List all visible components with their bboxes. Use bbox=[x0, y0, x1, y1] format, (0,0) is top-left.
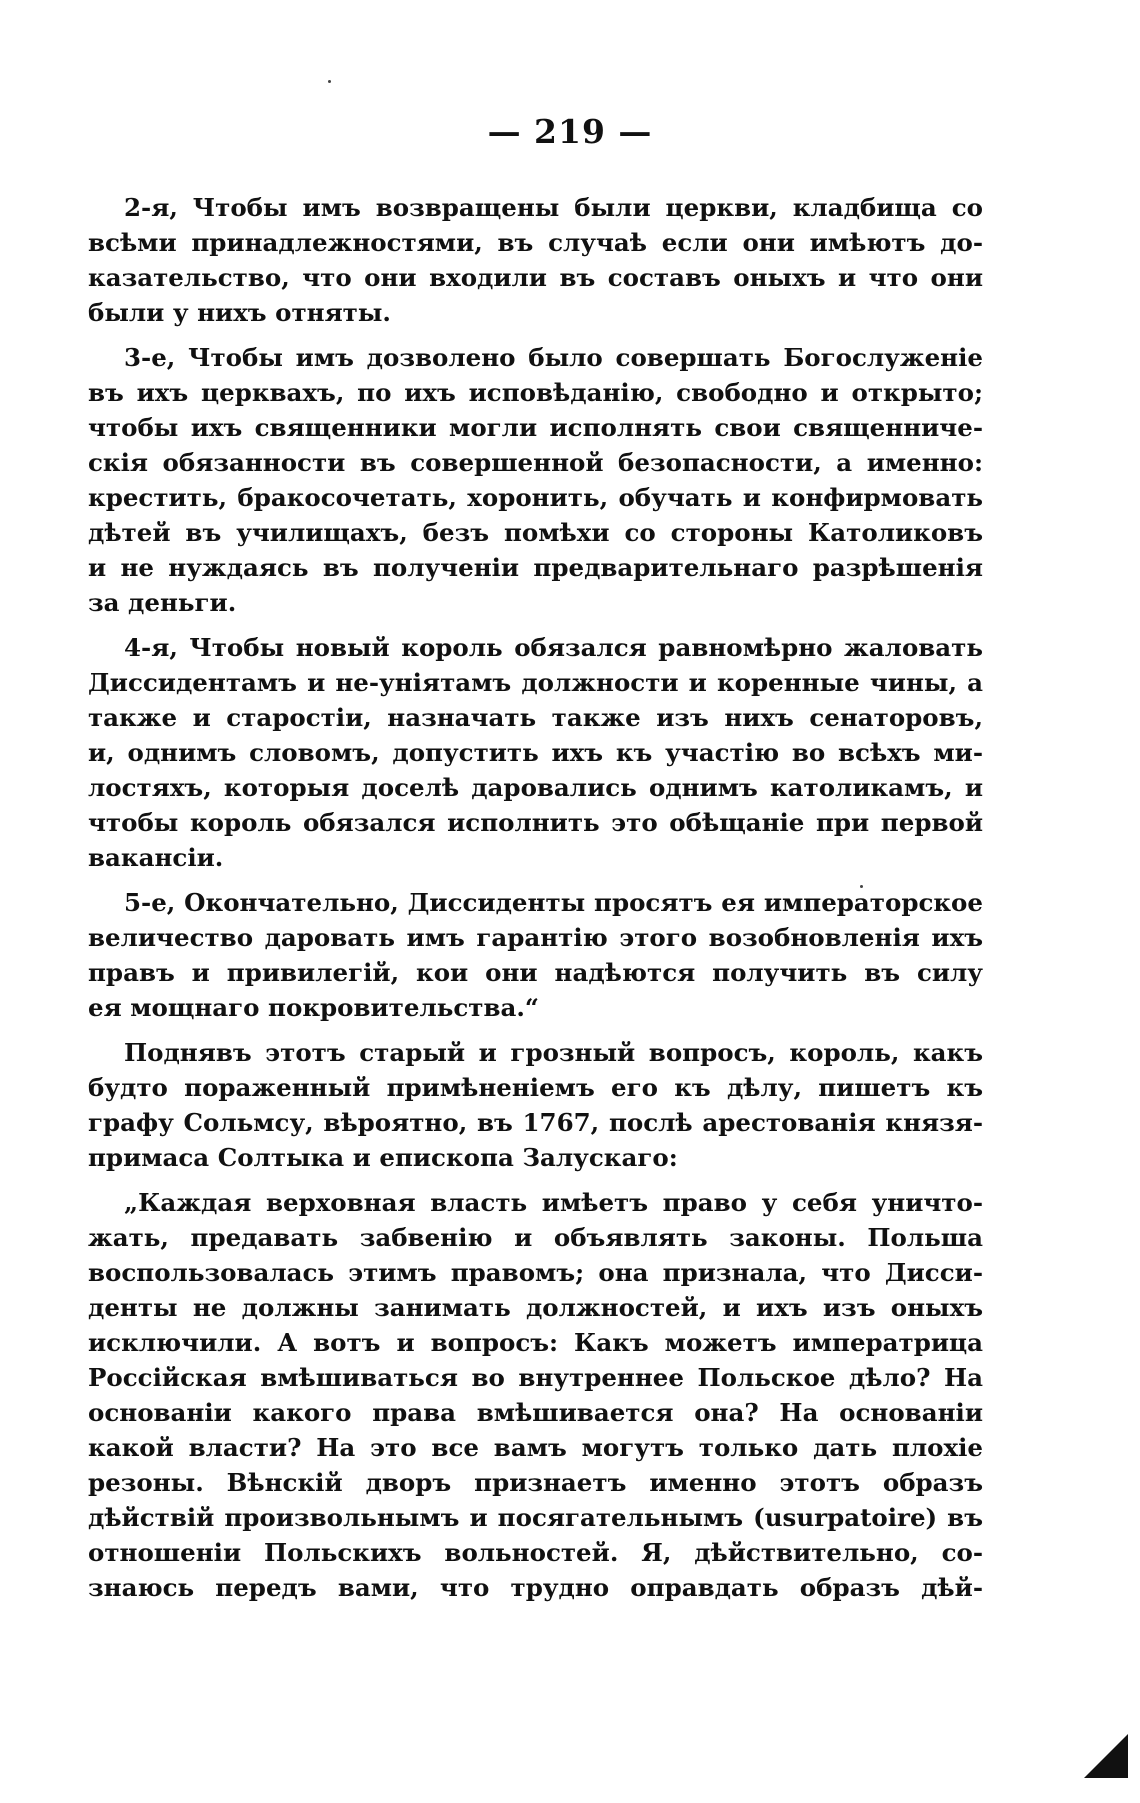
paragraph-6-quote bbox=[88, 1185, 983, 1605]
paragraph-4 bbox=[88, 885, 983, 1025]
text-line: денты не должны занимать должностей, и ихъ изъ оныхъ bbox=[88, 1293, 983, 1322]
text-line: за деньги. bbox=[88, 588, 237, 617]
text-line: отношеніи Польскихъ вольностей. Я, дѣйствительно, со- bbox=[88, 1538, 983, 1567]
text-line: величество даровать имъ гарантію этого возобновленія ихъ bbox=[88, 923, 983, 952]
page-number: — 219 — bbox=[487, 112, 653, 151]
text-line: 2-я, Чтобы имъ возвращены были церкви, кладбища со bbox=[124, 193, 983, 222]
text-line: всѣми принадлежностями, въ случаѣ если они имѣютъ до- bbox=[88, 228, 983, 257]
text-line: дѣтей въ училищахъ, безъ помѣхи со стороны Католиковъ bbox=[88, 518, 983, 547]
text-line: „Каждая верховная власть имѣетъ право у себя уничто- bbox=[124, 1188, 983, 1217]
text-line: основаніи какого права вмѣшивается она? На основаніи bbox=[88, 1398, 983, 1427]
text-line: правъ и привилегій, кои они надѣются получить въ силу bbox=[88, 958, 983, 987]
text-line: примаса Солтыка и епископа Залускаго: bbox=[88, 1143, 678, 1172]
text-line: воспользовалась этимъ правомъ; она признала, что Дисси- bbox=[88, 1258, 983, 1287]
text-line: знаюсь передъ вами, что трудно оправдать образъ дѣй- bbox=[88, 1573, 983, 1602]
text-line: также и старостіи, назначать также изъ нихъ сенаторовъ, bbox=[88, 703, 983, 732]
text-line: исключили. А вотъ и вопросъ: Какъ можетъ императрица bbox=[88, 1328, 983, 1357]
text-line: Поднявъ этотъ старый и грозный вопросъ, король, какъ bbox=[124, 1038, 983, 1067]
paragraph-2 bbox=[88, 340, 983, 620]
text-line: чтобы ихъ священники могли исполнять свои священниче- bbox=[88, 413, 983, 442]
text-line: жать, предавать забвенію и объявлять законы. Польша bbox=[88, 1223, 983, 1252]
paragraph-1 bbox=[88, 190, 983, 330]
scan-corner-mark bbox=[1084, 1734, 1128, 1778]
paragraph-5 bbox=[88, 1035, 983, 1175]
text-line: скія обязанности въ совершенной безопасности, а именно: bbox=[88, 448, 983, 477]
text-line: графу Сольмсу, вѣроятно, въ 1767, послѣ арестованія князя- bbox=[88, 1108, 983, 1137]
scan-speck bbox=[328, 80, 331, 83]
text-line: 4-я, Чтобы новый король обязался равномѣрно жаловать bbox=[124, 633, 983, 662]
text-line: Диссидентамъ и не-уніятамъ должности и коренные чины, а bbox=[88, 668, 983, 697]
text-line: въ ихъ церквахъ, по ихъ исповѣданію, свободно и открыто; bbox=[88, 378, 983, 407]
paragraph-3 bbox=[88, 630, 983, 875]
text-line: резоны. Вѣнскій дворъ признаетъ именно этотъ образъ bbox=[88, 1468, 983, 1497]
text-line: вакансіи. bbox=[88, 843, 224, 872]
text-line: 5-е, Окончательно, Диссиденты просятъ ея императорское bbox=[124, 888, 983, 917]
text-line: Россійская вмѣшиваться во внутреннее Польское дѣло? На bbox=[88, 1363, 983, 1392]
body-text bbox=[88, 190, 983, 1615]
text-line: и не нуждаясь въ полученіи предварительнаго разрѣшенія bbox=[88, 553, 983, 582]
text-line: дѣйствій произвольнымъ и посягательнымъ (usurpatoire) въ bbox=[88, 1503, 983, 1532]
text-line: казательство, что они входили въ составъ оныхъ и что они bbox=[88, 263, 983, 292]
text-line: крестить, бракосочетать, хоронить, обучать и конфирмовать bbox=[88, 483, 983, 512]
text-line: какой власти? На это все вамъ могутъ только дать плохіе bbox=[88, 1433, 983, 1462]
scan-speck bbox=[860, 885, 863, 888]
text-line: чтобы король обязался исполнить это обѣщаніе при первой bbox=[88, 808, 983, 837]
text-line: ея мощнаго покровительства.“ bbox=[88, 993, 539, 1022]
text-line: 3-е, Чтобы имъ дозволено было совершать Богослуженіе bbox=[124, 343, 983, 372]
text-line: и, однимъ словомъ, допустить ихъ къ участію во всѣхъ ми- bbox=[88, 738, 983, 767]
text-line: будто пораженный примѣненіемъ его къ дѣлу, пишетъ къ bbox=[88, 1073, 983, 1102]
text-line: лостяхъ, которыя доселѣ даровались однимъ католикамъ, и bbox=[88, 773, 983, 802]
text-line: были у нихъ отняты. bbox=[88, 298, 391, 327]
